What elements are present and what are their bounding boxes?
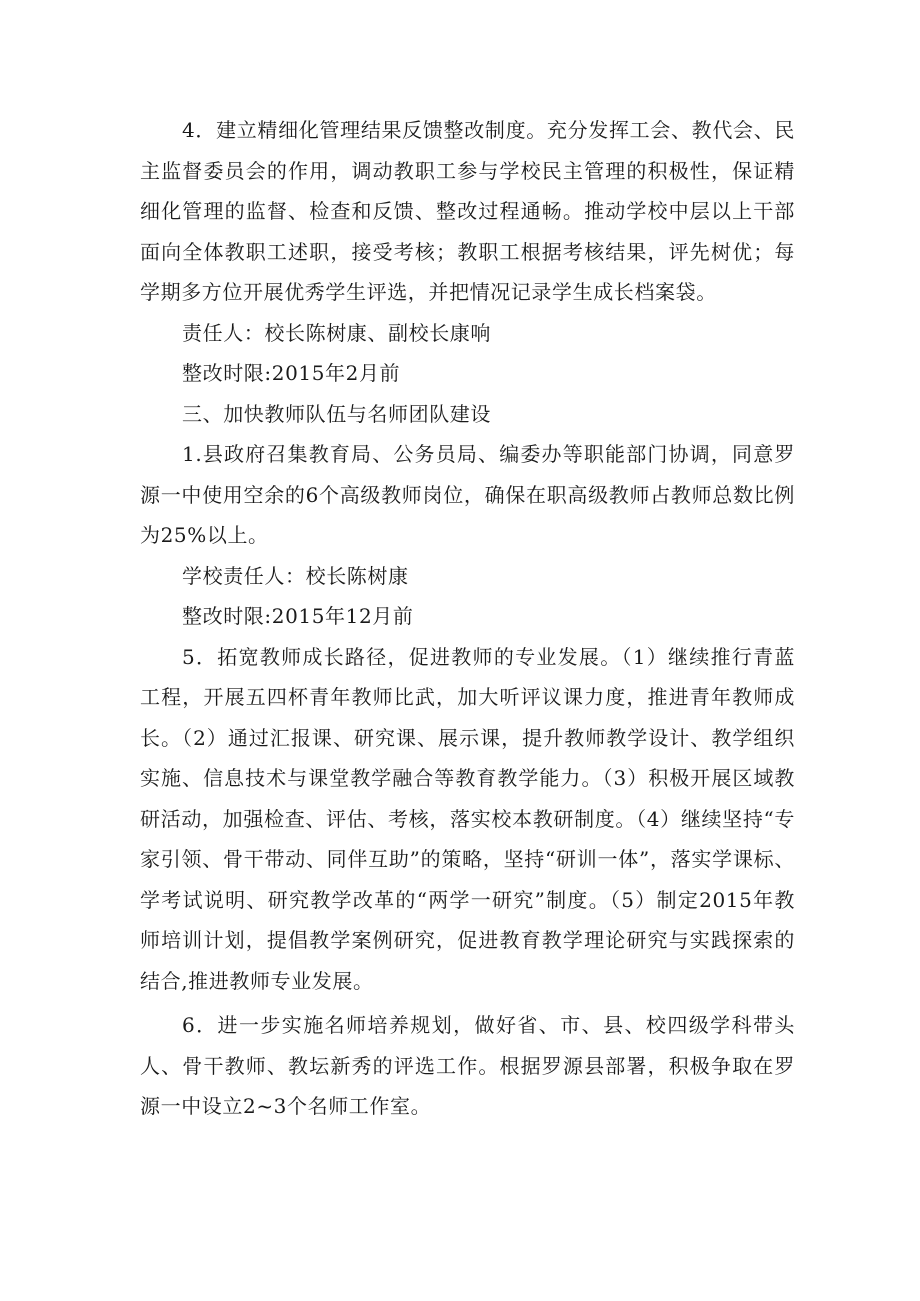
responsible-person-line: 责任人：校长陈树康、副校长康响 (182, 320, 491, 345)
section-heading-3: 三、加快教师队伍与名师团队建设 (182, 401, 491, 426)
school-responsible-line: 学校责任人：校长陈树康 (182, 563, 409, 588)
paragraph-item-1: 1.县政府召集教育局、公务员局、编委办等职能部门协调，同意罗源一中使用空余的6个高级教师岗位，确保在职高级教师占教师总数比例为25%以上。 (140, 442, 795, 547)
deadline-line-2: 整改时限:2015年12月前 (182, 604, 414, 628)
paragraph-item-5: 5．拓宽教师成长路径，促进教师的专业发展。（1）继续推行青蓝工程，开展五四杯青年教师比武，加大听评议课力度，推进青年教师成长。（2）通过汇报课、研究课、展示课，提升教师教学设计、教学组织实施、信息技术与课堂教学融合等教育教学能力。（3）积极开展区域教研活动，加强检查、评估、考核，落实校本教研制度。（4）继续坚持“专家引领、骨干带动、同伴互助”的策略，坚持“研训一体”，落实学课标、学考试说明、研究教学改革的“两学一研究”制度。（5）制定2015年教师培训计划，提倡教学案例研究，促进教育教学理论研究与实践探索的结合,推进教师专业发展。 (140, 644, 795, 993)
document-body (140, 110, 795, 1127)
deadline-line: 整改时限:2015年2月前 (182, 361, 401, 385)
paragraph-item-6: 6．进一步实施名师培养规划，做好省、市、县、校四级学科带头人、骨干教师、教坛新秀的评选工作。根据罗源县部署，积极争取在罗源一中设立2~3个名师工作室。 (140, 1013, 795, 1118)
paragraph-item-4: 4．建立精细化管理结果反馈整改制度。充分发挥工会、教代会、民主监督委员会的作用，调动教职工参与学校民主管理的积极性，保证精细化管理的监督、检查和反馈、整改过程通畅。推动学校中层以上干部面向全体教职工述职，接受考核；教职工根据考核结果，评先树优；每学期多方位开展优秀学生评选，并把情况记录学生成长档案袋。 (140, 118, 795, 304)
